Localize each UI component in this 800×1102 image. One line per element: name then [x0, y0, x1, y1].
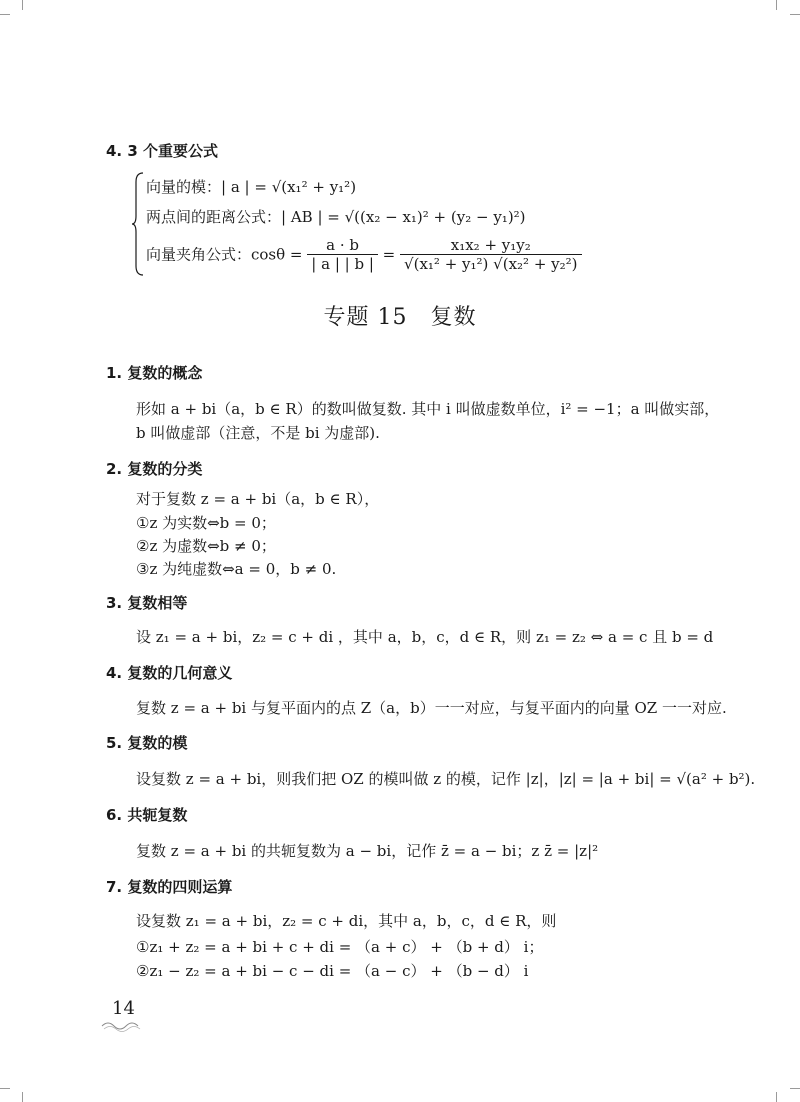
angle-label: 向量夹角公式：cosθ = — [146, 245, 303, 264]
section-heading-concept: 1. 复数的概念 — [106, 364, 203, 382]
section-heading-classification: 2. 复数的分类 — [106, 460, 203, 478]
crop-mark-br-h — [790, 1088, 800, 1089]
geometry-line-1: 复数 z = a + bi 与复平面内的点 Z（a，b）一一对应，与复平面内的向量 OZ 一一对应. — [136, 699, 727, 717]
angle-fraction-2-den: √(x₁² + y₁²) √(x₂² + y₂²) — [404, 255, 578, 273]
page-ornament-icon — [100, 1020, 144, 1032]
section-heading-geometry: 4. 复数的几何意义 — [106, 664, 233, 682]
crop-mark-tl-h — [0, 14, 10, 15]
formula-angle — [146, 236, 582, 273]
angle-equals: = — [382, 245, 396, 264]
page-number: 14 — [112, 998, 135, 1019]
section-heading-equality: 3. 复数相等 — [106, 594, 188, 612]
classification-line-1: 对于复数 z = a + bi（a，b ∈ R）， — [136, 490, 380, 508]
left-brace — [132, 172, 144, 276]
section-heading-operations: 7. 复数的四则运算 — [106, 878, 233, 896]
classification-line-4: ③z 为纯虚数⇔a = 0，b ≠ 0. — [136, 560, 337, 578]
topic-title: 专题 15 复数 — [323, 305, 477, 330]
crop-mark-tl-v — [22, 0, 23, 10]
section-heading-modulus: 5. 复数的模 — [106, 734, 188, 752]
section-heading-conjugate: 6. 共轭复数 — [106, 806, 188, 824]
concept-line-2: b 叫做虚部（注意，不是 bi 为虚部). — [136, 424, 380, 442]
concept-line-1: 形如 a + bi（a，b ∈ R）的数叫做复数. 其中 i 叫做虚数单位，i² = −1；a 叫做实部， — [136, 400, 720, 418]
formula-magnitude: 向量的模：| a | = √(x₁² + y₁²) — [146, 178, 357, 196]
equality-line-1: 设 z₁ = a + bi，z₂ = c + di ，其中 a，b，c，d ∈ R，则 z₁ = z₂ ⇔ a = c 且 b = d — [136, 628, 714, 646]
operations-line-2: ①z₁ + z₂ = a + bi + c + di = （a + c） + （b + d） i； — [136, 938, 544, 956]
conjugate-line-1: 复数 z = a + bi 的共轭复数为 a − bi，记作 z̄ = a − bi；z z̄ = |z|² — [136, 842, 599, 860]
formula-distance: 两点间的距离公式：| AB | = √((x₂ − x₁)² + (y₂ − y₁)²) — [146, 208, 526, 226]
modulus-line-1: 设复数 z = a + bi，则我们把 OZ 的模叫做 z 的模，记作 |z|，|z| = |a + bi| = √(a² + b²). — [136, 770, 756, 788]
operations-line-3: ②z₁ − z₂ = a + bi − c − di = （a − c） + （b − d） i — [136, 962, 529, 980]
formulas-heading: 4. 3 个重要公式 — [106, 142, 219, 160]
angle-fraction-1-num: a · b — [307, 236, 378, 255]
operations-line-1: 设复数 z₁ = a + bi，z₂ = c + di，其中 a，b，c，d ∈ R，则 — [136, 912, 557, 930]
classification-line-3: ②z 为虚数⇔b ≠ 0； — [136, 537, 276, 555]
crop-mark-tr-v — [776, 0, 777, 10]
angle-fraction-2-num: x₁x₂ + y₁y₂ — [400, 236, 581, 255]
crop-mark-bl-v — [22, 1092, 23, 1102]
angle-fraction-1 — [307, 236, 378, 273]
crop-mark-bl-h — [0, 1088, 10, 1089]
classification-line-2: ①z 为实数⇔b = 0； — [136, 514, 276, 532]
angle-fraction-2 — [400, 236, 581, 273]
angle-fraction-1-den: | a | | b | — [311, 255, 374, 273]
crop-mark-tr-h — [790, 14, 800, 15]
crop-mark-br-v — [776, 1092, 777, 1102]
